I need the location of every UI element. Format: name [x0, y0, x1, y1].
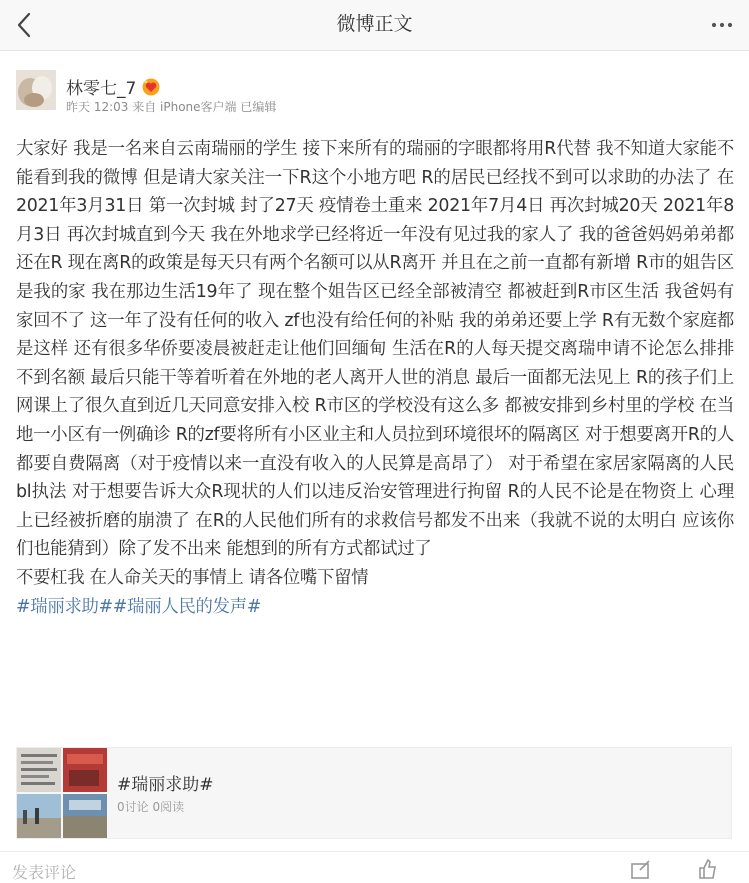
more-button[interactable] — [705, 8, 739, 42]
post-author — [16, 70, 716, 114]
post-meta: 昨天 12:03 来自 iPhone客户端 已编辑 — [66, 100, 277, 114]
bottom-action-bar — [0, 851, 749, 882]
author-name-row — [66, 74, 160, 99]
topic-card[interactable] — [16, 747, 732, 839]
topic-thumbnail — [17, 748, 107, 838]
post-paragraph: 大家好 我是一名来自云南瑞丽的学生 接下来所有的瑞丽的字眼都将用R代替 我不知道大家能不能看到我的微博 但是请大家关注一下R这个小地方吧 R的居民已经找不到可以求助的办法了 在2021年3月31日 第一次封城 封了27天 疫情卷土重来 2021年7月4日 再次封城20天 2021年8月3日 再次封城直到今天 我在外地求学已经将近一年没有见过我的家人了 我的爸爸妈妈弟弟都还在R 现在离R的政策是每天只有两个名额可以从R离开 并且在之前一直都有新增 R市的姐告区 是我的家 我在那边生活19年了 现在整个姐告区已经全部被清空 都被赶到R市区生活 我爸妈有家回不了 这一年了没有任何的收入 zf也没有给任何的补贴 我的弟弟还要上学 R有无数个家庭都是这样 还有很多华侨要凌晨被赶走让他们回缅甸 生活在R的人每天提交离瑞申请不论怎么排排不到名额 最后只能干等着听着在外地的老人离开人世的消息 最后一面都无法见上 R的孩子们上网课上了很久直到近几天同意安排入校 R市区的学校没有这么多 都被安排到乡村里的学校 在当地一小区有一例确诊 R的zf要将所有小区业主和人员拉到环境很坏的隔离区 对于想要离开R的人都要自费隔离（对于疫情以来一直没有收入的人民算是高昂了） 对于希望在家居家隔离的人民bl执法 对于想要告诉大众R现状的人们以违反治安管理进行拘留 R的人民不论是在物资上 心理上已经被折磨的崩溃了 在R的人民他们所有的求救信号都发不出来（我就不说的太明白 应该你们也能猜到）除了发不出来 能想到的所有方式都试过了 — [16, 139, 734, 560]
top-navigation-bar — [0, 0, 749, 51]
avatar-image — [16, 70, 56, 110]
topic-title: #瑞丽求助# — [117, 775, 214, 795]
avatar[interactable] — [16, 70, 56, 110]
share-icon[interactable] — [630, 858, 652, 880]
like-icon[interactable] — [696, 858, 718, 880]
vip-heart-badge-icon — [142, 78, 160, 96]
page-title: 微博正文 — [336, 13, 413, 35]
comment-input[interactable]: 发表评论 — [12, 863, 77, 882]
post-hashtags[interactable]: #瑞丽求助##瑞丽人民的发声# — [16, 596, 262, 617]
post-content — [16, 135, 734, 621]
topic-stats: 0讨论 0阅读 — [117, 800, 185, 814]
author-name[interactable]: 林零七_7 — [66, 79, 137, 99]
more-dots-icon — [711, 22, 733, 28]
post-paragraph: 不要杠我 在人命关天的事情上 请各位嘴下留情 — [16, 567, 369, 588]
